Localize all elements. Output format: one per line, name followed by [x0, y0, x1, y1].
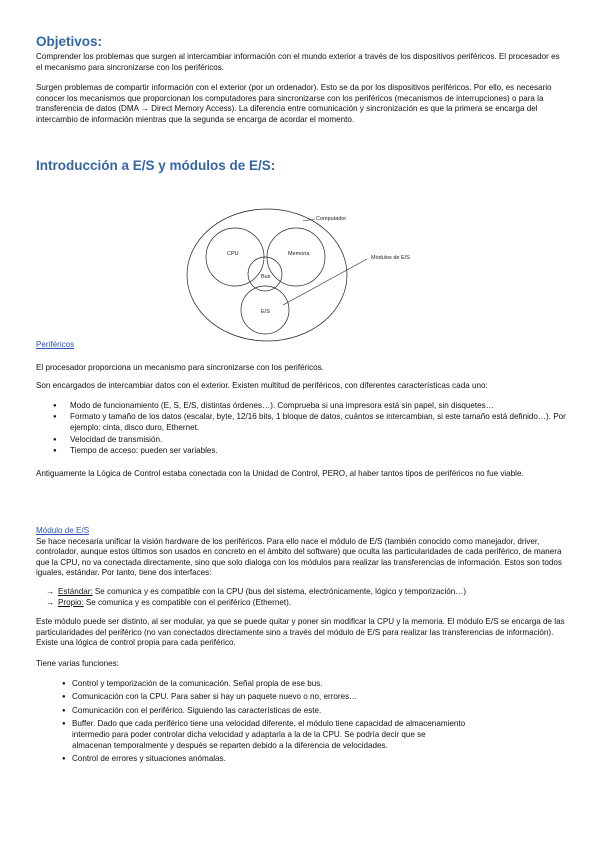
objetivos-paragraph-1: Comprender los problemas que surgen al intercambiar información con el mundo exterior a través de los dispositivos periféricos. El procesador es el mecanismo para sincronizarse con los periféricos.: [36, 52, 560, 72]
objetivos-paragraph-2: Surgen problemas de compartir información con el exterior (por un ordenador). Esto se da por los dispositivos periféricos. Por ello, es necesario conocer los mecanismos que proporcionan los computadores para sincronizarse con los periféricos (mecanismos de interrupciones) o para la transferencia de datos (DMA → Direct Memory Access). La diferencia entre comunicación y sincronización es que la primera se encarga del intercambio de información mientras que la segunda se encarga de acordar el momento.: [36, 83, 552, 124]
interfaces-list: [36, 587, 566, 608]
cpu-label: CPU: [227, 251, 239, 257]
memoria-circle: [267, 228, 325, 286]
bus-label: Bus: [261, 274, 271, 280]
list-item: ● Control y temporización de la comunicación. Señal propia de ese bus.: [36, 679, 466, 690]
memoria-label: Memoria: [288, 251, 310, 257]
modulos-pointer: [283, 259, 367, 305]
arrow-icon: →: [46, 597, 55, 607]
modulo-paragraph-2: Este módulo puede ser distinto, al ser modular, ya que se puede quitar y poner sin modificar la CPU y la memoria. El módulo E/S se encarga de las particularidades del periférico (no van conectados directamente sino a través del módulo de E/S para realizar las transferencias de información). Existe una lógica de control propia para cada periférico.: [36, 617, 565, 648]
perifericos-heading: Periféricos: [36, 340, 75, 349]
list-item: ● Modo de funcionamiento (E, S, E/S, distintas órdenes…). Comprueba si una impresora está sin papel, sin disquetes…: [36, 401, 566, 412]
funciones-list: [36, 679, 466, 765]
list-item: ● Comunicación con la CPU. Para saber si hay un paquete nuevo o no, errores…: [36, 692, 466, 703]
computador-label: Computador: [316, 216, 347, 222]
modulo-paragraph-3: Tiene varias funciones:: [36, 658, 119, 668]
modulo-paragraph-1: Se hace necesaria unificar la visión hardware de los periféricos. Para ello nace el módulo de E/S (también conocido como manejador, driver, controlador, aunque estos últimos son usados en concreto en el ámbito del software) que oculta las particularidades de cada periférico, de manera que la CPU, no va conectada directamente, sino que solo dialoga con los módulos para realizar las transferencias de información. Estos son todos iguales, estándar. Por tanto, tiene dos interfaces:: [36, 536, 562, 578]
list-item: ● Buffer. Dado que cada periférico tiene una velocidad diferente, el módulo tiene capacidad de almacenamiento intermedio para poder controlar dicha velocidad y adaptarla a la de la CPU. Se podría decir que se almacenan temporalmente y después se reparten debido a la diferencia de velocidades.: [36, 719, 466, 751]
es-label: E/S: [261, 309, 270, 315]
intro-title: Introducción a E/S y módulos de E/S:: [36, 157, 276, 173]
modulo-heading: Módulo de E/S: [36, 526, 90, 535]
list-item: ● Formato y tamaño de los datos (escalar, byte, 12/16 bits, 1 bloque de datos, cuántos se intercambian, si este tamaño está definido…). Por ejemplo: cinta, disco duro, Ethernet.: [36, 412, 566, 433]
modulos-label: Módulos de E/S: [371, 255, 410, 261]
document-page: [36, 34, 566, 174]
perifericos-list: [36, 401, 566, 457]
list-item: [36, 587, 566, 598]
arrow-icon: →: [46, 586, 55, 596]
interface-text: Se comunica y es compatible con el periférico (Ethernet).: [83, 597, 292, 607]
list-item: [36, 598, 566, 609]
interface-term: Estándar:: [58, 586, 93, 596]
list-item: ● Velocidad de transmisión.: [36, 435, 566, 446]
perifericos-section: [36, 340, 566, 479]
objetivos-title: Objetivos:: [36, 34, 103, 49]
interface-term: Propio:: [58, 597, 84, 607]
perifericos-paragraph-1: El procesador proporciona un mecanismo para sincronizarse con los periféricos.: [36, 362, 324, 372]
perifericos-paragraph-2: Son encargados de intercambiar datos con el exterior. Existen multitud de periféricos, con diferentes características cada uno:: [36, 381, 488, 391]
interface-text: Se comunica y es compatible con la CPU (bus del sistema, electrónicamente, lógico y temporización…): [92, 586, 467, 596]
list-item: ● Comunicación con el periférico. Siguiendo las características de este.: [36, 706, 466, 717]
list-item: ● Control de errores y situaciones anómalas.: [36, 754, 466, 765]
perifericos-paragraph-3: Antiguamente la Lógica de Control estaba conectada con la Unidad de Control, PERO, al haber tantos tipos de periféricos no fue viable.: [36, 468, 524, 478]
modulo-section: [36, 526, 566, 765]
cpu-circle: [206, 228, 264, 286]
list-item: ● Tiempo de acceso: pueden ser variables.: [36, 446, 566, 457]
computer-diagram: [183, 207, 433, 347]
